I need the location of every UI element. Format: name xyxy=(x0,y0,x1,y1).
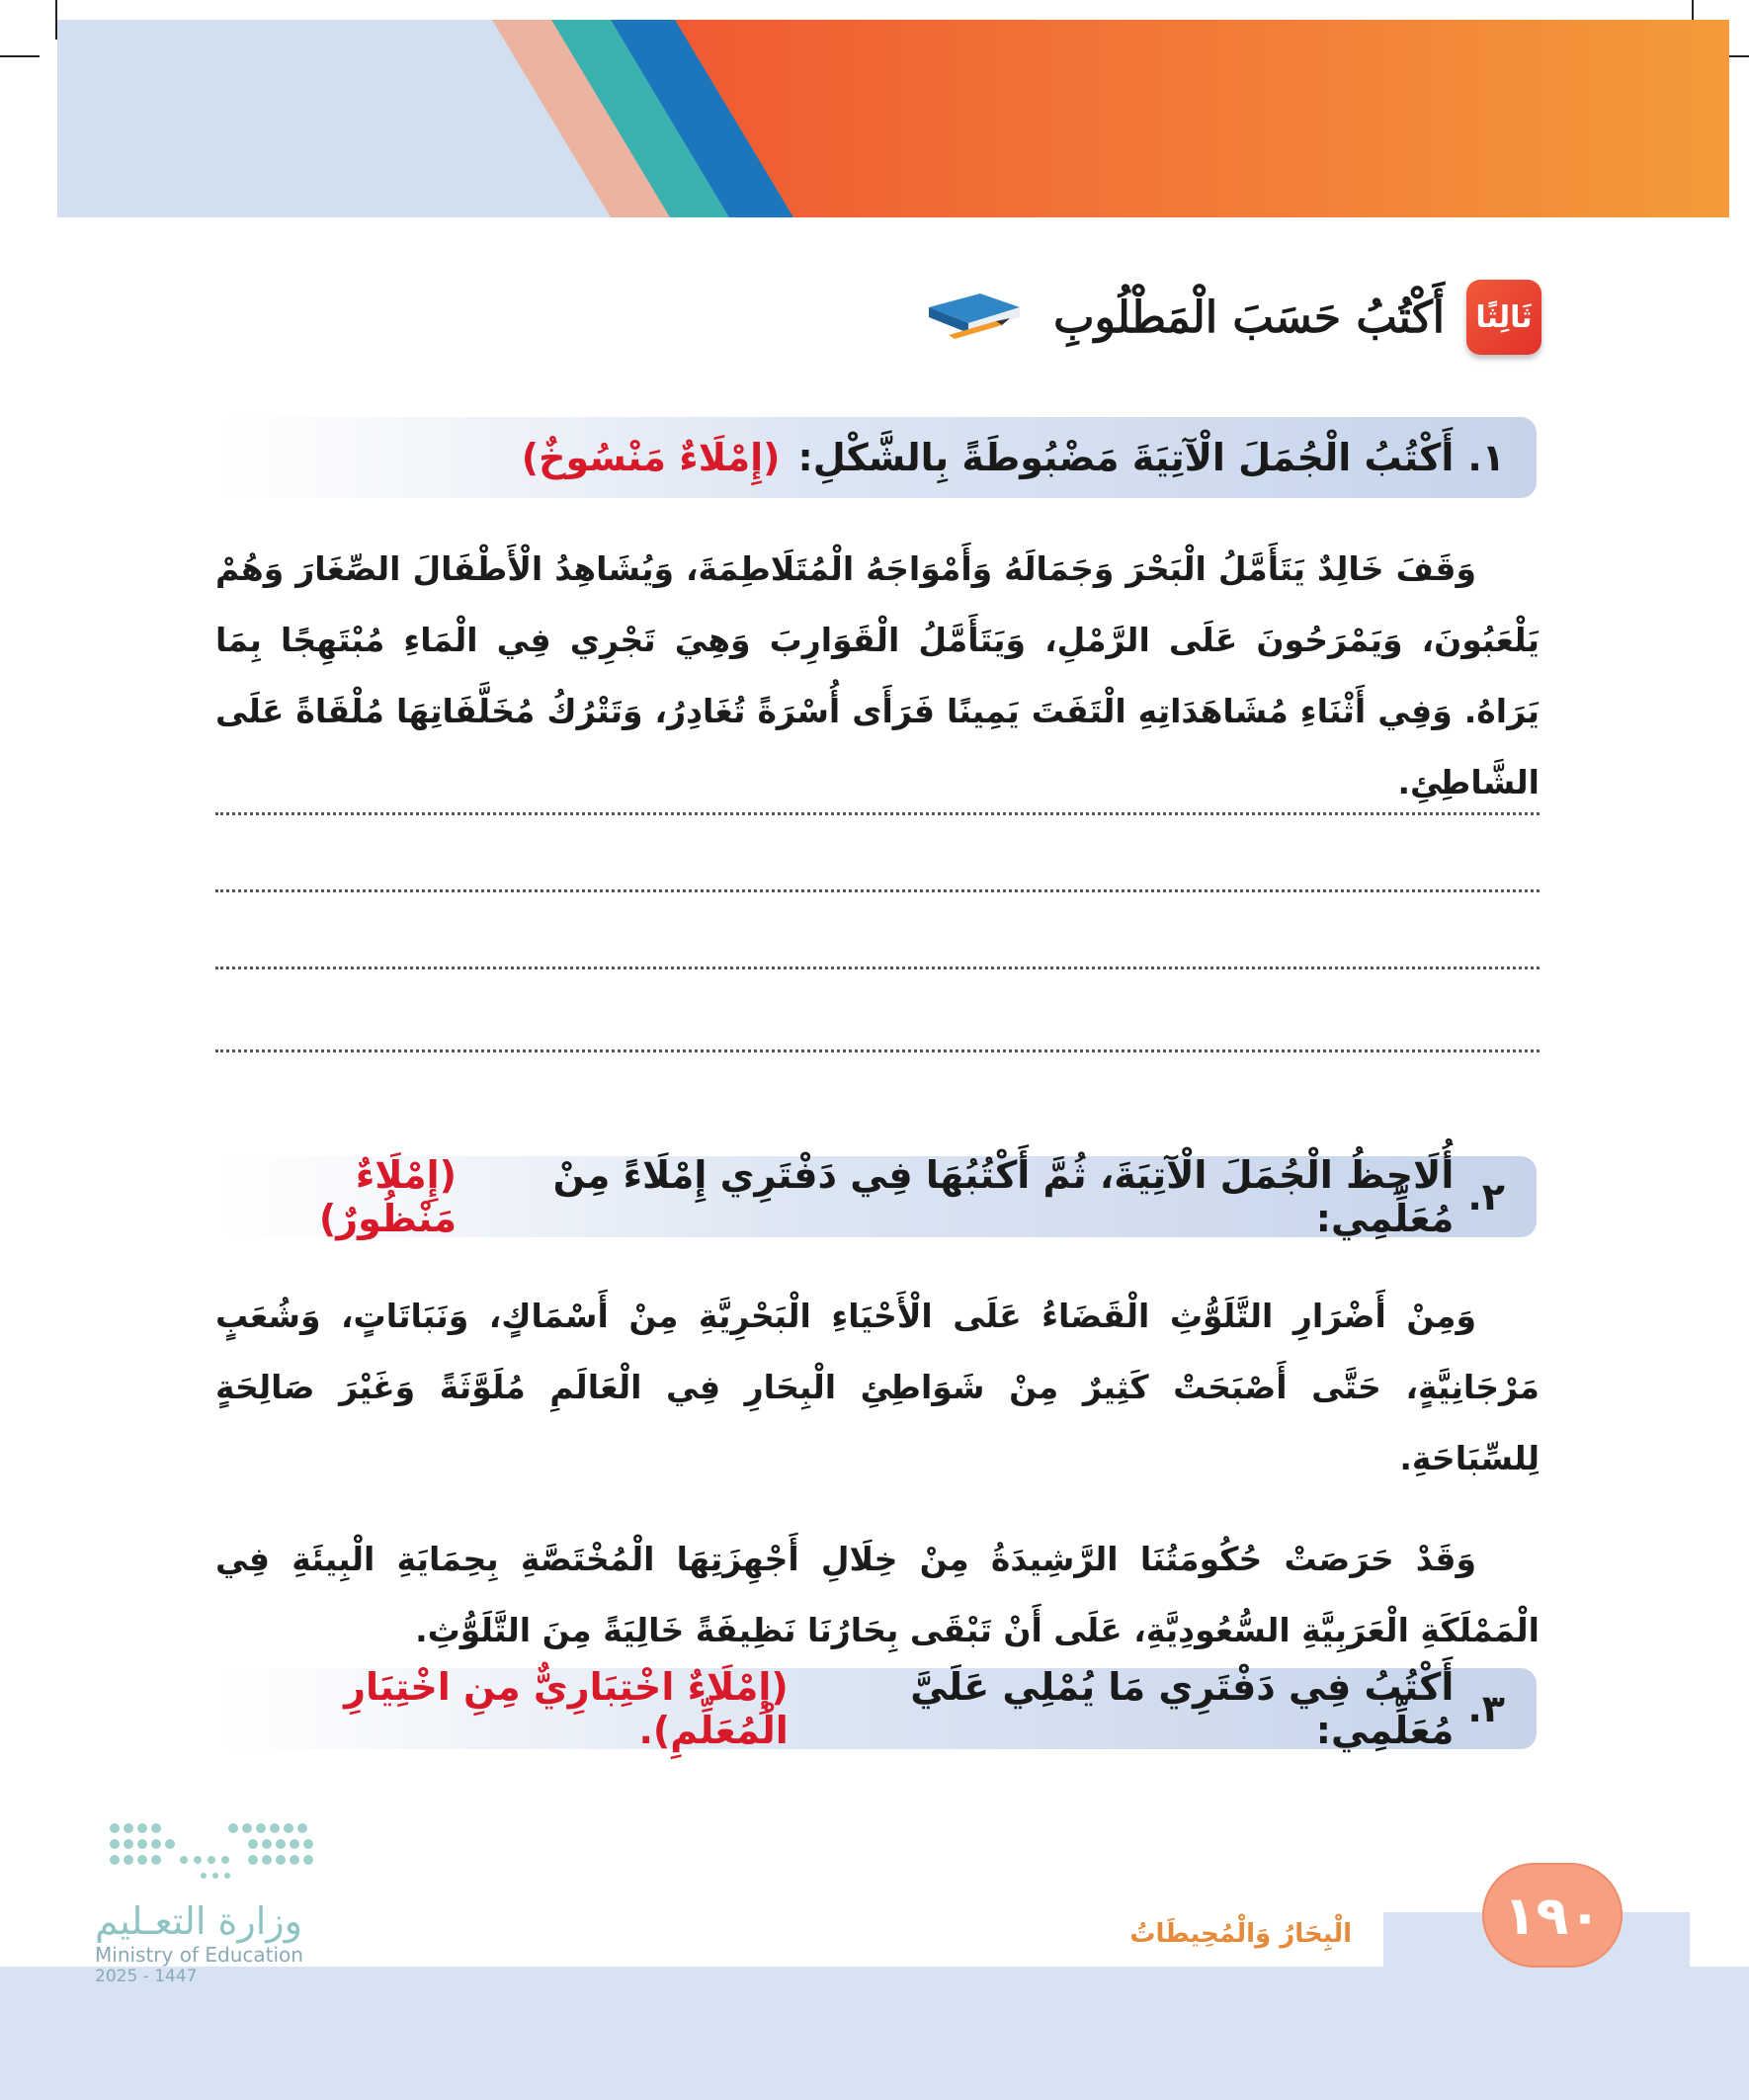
question-2-paragraph xyxy=(215,1281,1540,1666)
page-number: ١٩٠ xyxy=(1482,1863,1623,1968)
ministry-year: 2025 - 1447 xyxy=(95,1967,198,1986)
ministry-name-en: Ministry of Education xyxy=(95,1943,303,1967)
question-2-text: أُلَاحِظُ الْجُمَلَ الْآتِيَةَ، ثُمَّ أَكْتُبُهَا فِي دَفْتَرِي إِمْلَاءً مِنْ مُعَلِّمِي: xyxy=(552,1153,1455,1240)
question-1-text: أَكْتُبُ الْجُمَلَ الْآتِيَةَ مَضْبُوطَةً بِالشَّكْلِ: xyxy=(797,436,1455,479)
question-1-paragraph xyxy=(215,534,1540,818)
section-title: أَكْتُبُ حَسَبَ الْمَطْلُوبِ xyxy=(1053,292,1445,343)
question-2-number: ٢. xyxy=(1467,1175,1505,1218)
question-3-bar xyxy=(222,1665,1537,1752)
paragraph-text: وَقَفَ خَالِدٌ يَتَأَمَّلُ الْبَحْرَ وَجَمَالَهُ وَأَمْوَاجَهُ الْمُتَلَاطِمَةَ، وَيُشَاهِدُ الْأَطْفَالَ الصِّغَارَ وَهُمْ يَلْعَبُونَ، وَيَمْرَحُونَ عَلَى الرَّمْلِ، وَيَتَأَمَّلُ الْقَوَارِبَ وَهِيَ تَجْرِي فِي الْمَاءِ مُبْتَهِجًا بِمَا يَرَاهُ. وَفِي أَثْنَاءِ مُشَاهَدَاتِهِ الْتَفَتَ يَمِينًا فَرَأَى أُسْرَةً تُغَادِرُ، وَتَتْرُكُ مُخَلَّفَاتِهَا مُلْقَاةً عَلَى الشَّاطِئِ. xyxy=(215,549,1540,801)
footer-band xyxy=(0,1967,1749,2100)
paragraph-text: وَقَدْ حَرَصَتْ حُكُومَتُنَا الرَّشِيدَةُ مِنْ خِلَالِ أَجْهِزَتِهَا الْمُخْتَصَّةِ بِحِمَايَةِ الْبِيئَةِ فِي الْمَمْلَكَةِ الْعَرَبِيَّةِ السُّعُودِيَّةِ، عَلَى أَنْ تَبْقَى بِحَارُنَا نَظِيفَةً خَالِيَةً مِنَ التَّلَوُّثِ. xyxy=(215,1540,1540,1649)
section-header xyxy=(919,275,1541,360)
question-3-note: (إِمْلَاءٌ اخْتِبَارِيٌّ مِنِ اخْتِيَارِ الْمُعَلِّمِ). xyxy=(344,1665,789,1752)
crop-mark xyxy=(0,55,40,57)
ministry-logo xyxy=(95,1818,322,1986)
question-2-bar xyxy=(222,1153,1537,1240)
question-1-bar xyxy=(222,417,1537,498)
ministry-name-ar: وزارة التعـليم xyxy=(95,1899,303,1943)
question-1-number: ١. xyxy=(1467,436,1505,479)
writing-line[interactable] xyxy=(215,889,1540,892)
section-badge: ثَالِثًا xyxy=(1466,280,1541,355)
writing-line[interactable] xyxy=(215,966,1540,969)
question-3-text: أَكْتُبُ فِي دَفْتَرِي مَا يُمْلِي عَلَيَّ مُعَلِّمِي: xyxy=(910,1665,1455,1752)
question-2-note: (إِمْلَاءٌ مَنْظُورٌ) xyxy=(318,1153,458,1240)
writing-line[interactable] xyxy=(215,1050,1540,1052)
unit-title: الْبِحَارُ وَالْمُحِيطَاتُ xyxy=(1129,1919,1352,1949)
question-1-note: (إِمْلَاءٌ مَنْسُوخٌ) xyxy=(521,436,781,479)
question-3-number: ٣. xyxy=(1467,1687,1505,1730)
paragraph-text: وَمِنْ أَضْرَارِ التَّلَوُّثِ الْقَضَاءُ عَلَى الْأَحْيَاءِ الْبَحْرِيَّةِ مِنْ أَسْمَاكٍ، وَنَبَاتَاتٍ، وَشُعَبٍ مَرْجَانِيَّةٍ، حَتَّى أَصْبَحَتْ كَثِيرٌ مِنْ شَوَاطِئِ الْبِحَارِ فِي الْعَالَمِ مُلَوَّثَةً وَغَيْرَ صَالِحَةٍ لِلسِّبَاحَةِ. xyxy=(215,1297,1540,1477)
writing-line[interactable] xyxy=(215,812,1540,815)
ministry-dots-icon xyxy=(105,1818,322,1888)
top-banner xyxy=(57,20,1729,217)
book-pencil-icon xyxy=(919,286,1028,349)
